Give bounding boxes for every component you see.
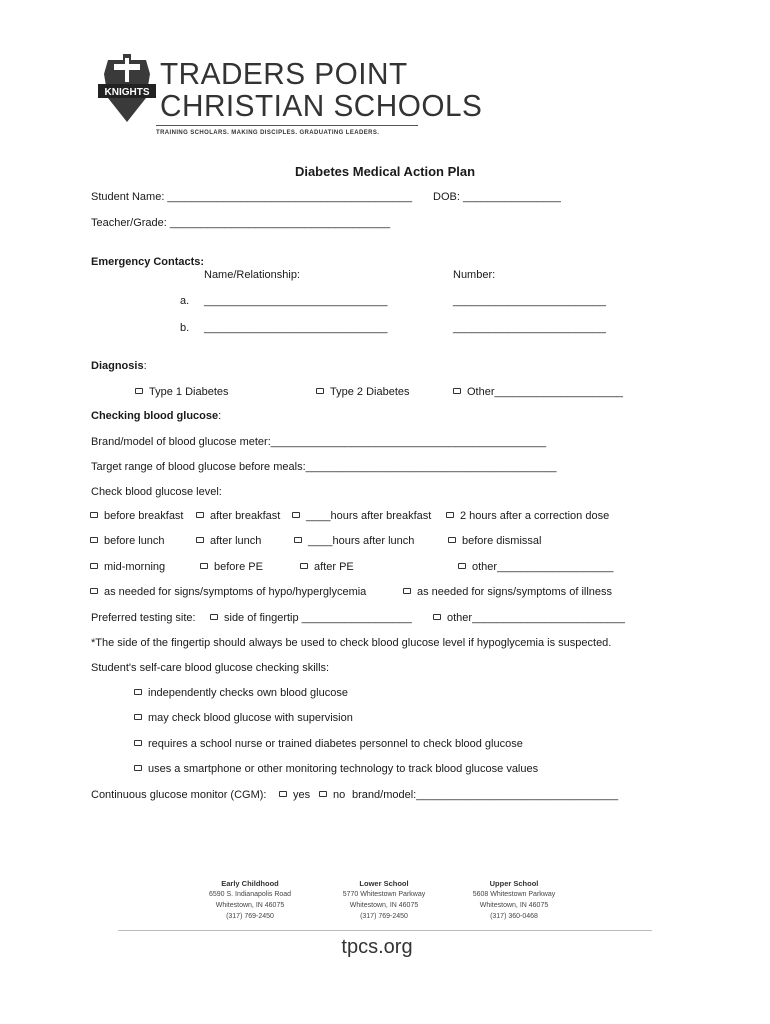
checkbox-icon[interactable] [458,563,466,569]
self-care-option[interactable]: independently checks own blood glucose [134,687,348,699]
diagnosis-other-option[interactable]: Other_____________________ [453,386,623,398]
checkbox-icon[interactable] [453,388,461,394]
contact-b-label: b. [180,322,190,334]
footer-early-childhood: Early Childhood 6590 S. Indianapolis Road Whitestown, IN 46075 (317) 769-2450 [208,879,292,920]
logo-title-line1: TRADERS POINT [160,56,408,91]
logo-divider [156,125,418,126]
checkbox-icon[interactable] [433,614,441,620]
dob-field[interactable]: DOB: ________________ [433,191,561,203]
logo-tagline: TRAINING SCHOLARS. MAKING DISCIPLES. GRADUATING LEADERS. [156,130,380,136]
checkbox-icon[interactable] [90,537,98,543]
before-dismissal-option[interactable]: before dismissal [448,535,541,547]
preferred-site-label: Preferred testing site: [91,612,196,624]
site-other-option[interactable]: other_________________________ [433,612,625,624]
cgm-label: Continuous glucose monitor (CGM): [91,789,267,801]
contact-a-number-field[interactable]: _________________________ [453,295,606,307]
checkbox-icon[interactable] [196,512,204,518]
checkbox-icon[interactable] [90,512,98,518]
mid-morning-option[interactable]: mid-morning [90,561,165,573]
target-range-field[interactable]: Target range of blood glucose before meals:_________________________________________ [91,461,557,473]
checkbox-icon[interactable] [446,512,454,518]
checkbox-icon[interactable] [403,588,411,594]
check-other-option[interactable]: other___________________ [458,561,613,573]
after-lunch-option[interactable]: after lunch [196,535,261,547]
checkbox-icon[interactable] [294,537,302,543]
knight-shield-icon [96,54,158,126]
checkbox-icon[interactable] [134,689,142,695]
footer-lower-school: Lower School 5770 Whitestown Parkway Whitestown, IN 46075 (317) 769-2450 [342,879,426,920]
before-lunch-option[interactable]: before lunch [90,535,165,547]
school-logo [96,52,483,142]
document-title: Diabetes Medical Action Plan [294,164,476,179]
self-care-option[interactable]: requires a school nurse or trained diabetes personnel to check blood glucose [134,738,523,750]
before-breakfast-option[interactable]: before breakfast [90,510,184,522]
contact-a-name-field[interactable]: ______________________________ [204,295,388,307]
checkbox-icon[interactable] [292,512,300,518]
hours-after-lunch-option[interactable]: ____hours after lunch [294,535,414,547]
checkbox-icon[interactable] [196,537,204,543]
checkbox-icon[interactable] [134,765,142,771]
checkbox-icon[interactable] [135,388,143,394]
checkbox-icon[interactable] [319,791,327,797]
diagnosis-heading: Diagnosis: [91,360,147,372]
before-pe-option[interactable]: before PE [200,561,263,573]
after-pe-option[interactable]: after PE [300,561,354,573]
logo-title-line2: CHRISTIAN SCHOOLS [160,88,483,123]
checkbox-icon[interactable] [90,563,98,569]
self-care-label: Student's self-care blood glucose checking skills: [91,662,330,674]
cgm-yes-option[interactable]: yes [279,789,310,801]
svg-text:KNIGHTS: KNIGHTS [104,87,150,98]
illness-option[interactable]: as needed for signs/symptoms of illness [403,586,612,598]
type1-option[interactable]: Type 1 Diabetes [135,386,229,398]
footer-divider [118,930,652,931]
fingertip-option[interactable]: side of fingertip __________________ [210,612,412,624]
checkbox-icon[interactable] [90,588,98,594]
contact-b-name-field[interactable]: ______________________________ [204,322,388,334]
student-name-field[interactable]: Student Name: ________________________________________ [91,191,413,203]
contact-a-label: a. [180,295,190,307]
number-header: Number: [453,269,496,281]
checkbox-icon[interactable] [279,791,287,797]
hours-after-breakfast-option[interactable]: ____hours after breakfast [292,510,431,522]
checkbox-icon[interactable] [210,614,218,620]
type2-option[interactable]: Type 2 Diabetes [316,386,410,398]
teacher-grade-field[interactable]: Teacher/Grade: ____________________________________ [91,217,391,229]
checkbox-icon[interactable] [200,563,208,569]
cgm-no-option[interactable]: no [319,789,345,801]
name-relationship-header: Name/Relationship: [204,269,300,281]
self-care-option[interactable]: uses a smartphone or other monitoring technology to track blood glucose values [134,763,538,775]
footer-upper-school: Upper School 5608 Whitestown Parkway Whitestown, IN 46075 (317) 360-0468 [472,879,556,920]
emergency-contacts-heading: Emergency Contacts: [91,256,205,268]
checkbox-icon[interactable] [300,563,308,569]
cgm-brand-field[interactable]: brand/model:_________________________________ [352,789,619,801]
checkbox-icon[interactable] [134,740,142,746]
footer-website-link[interactable]: tpcs.org [341,936,413,958]
checkbox-icon[interactable] [448,537,456,543]
after-breakfast-option[interactable]: after breakfast [196,510,280,522]
self-care-option[interactable]: may check blood glucose with supervision [134,712,353,724]
check-level-label: Check blood glucose level: [91,486,222,498]
hypo-hyper-option[interactable]: as needed for signs/symptoms of hypo/hyperglycemia [90,586,366,598]
checking-heading: Checking blood glucose: [91,410,222,422]
checkbox-icon[interactable] [134,714,142,720]
meter-brand-field[interactable]: Brand/model of blood glucose meter:_____________________________________________ [91,436,547,448]
after-correction-option[interactable]: 2 hours after a correction dose [446,510,609,522]
checkbox-icon[interactable] [316,388,324,394]
contact-b-number-field[interactable]: _________________________ [453,322,606,334]
fingertip-note: *The side of the fingertip should always be used to check blood glucose level if hypoglycemia is suspected. [91,637,612,649]
